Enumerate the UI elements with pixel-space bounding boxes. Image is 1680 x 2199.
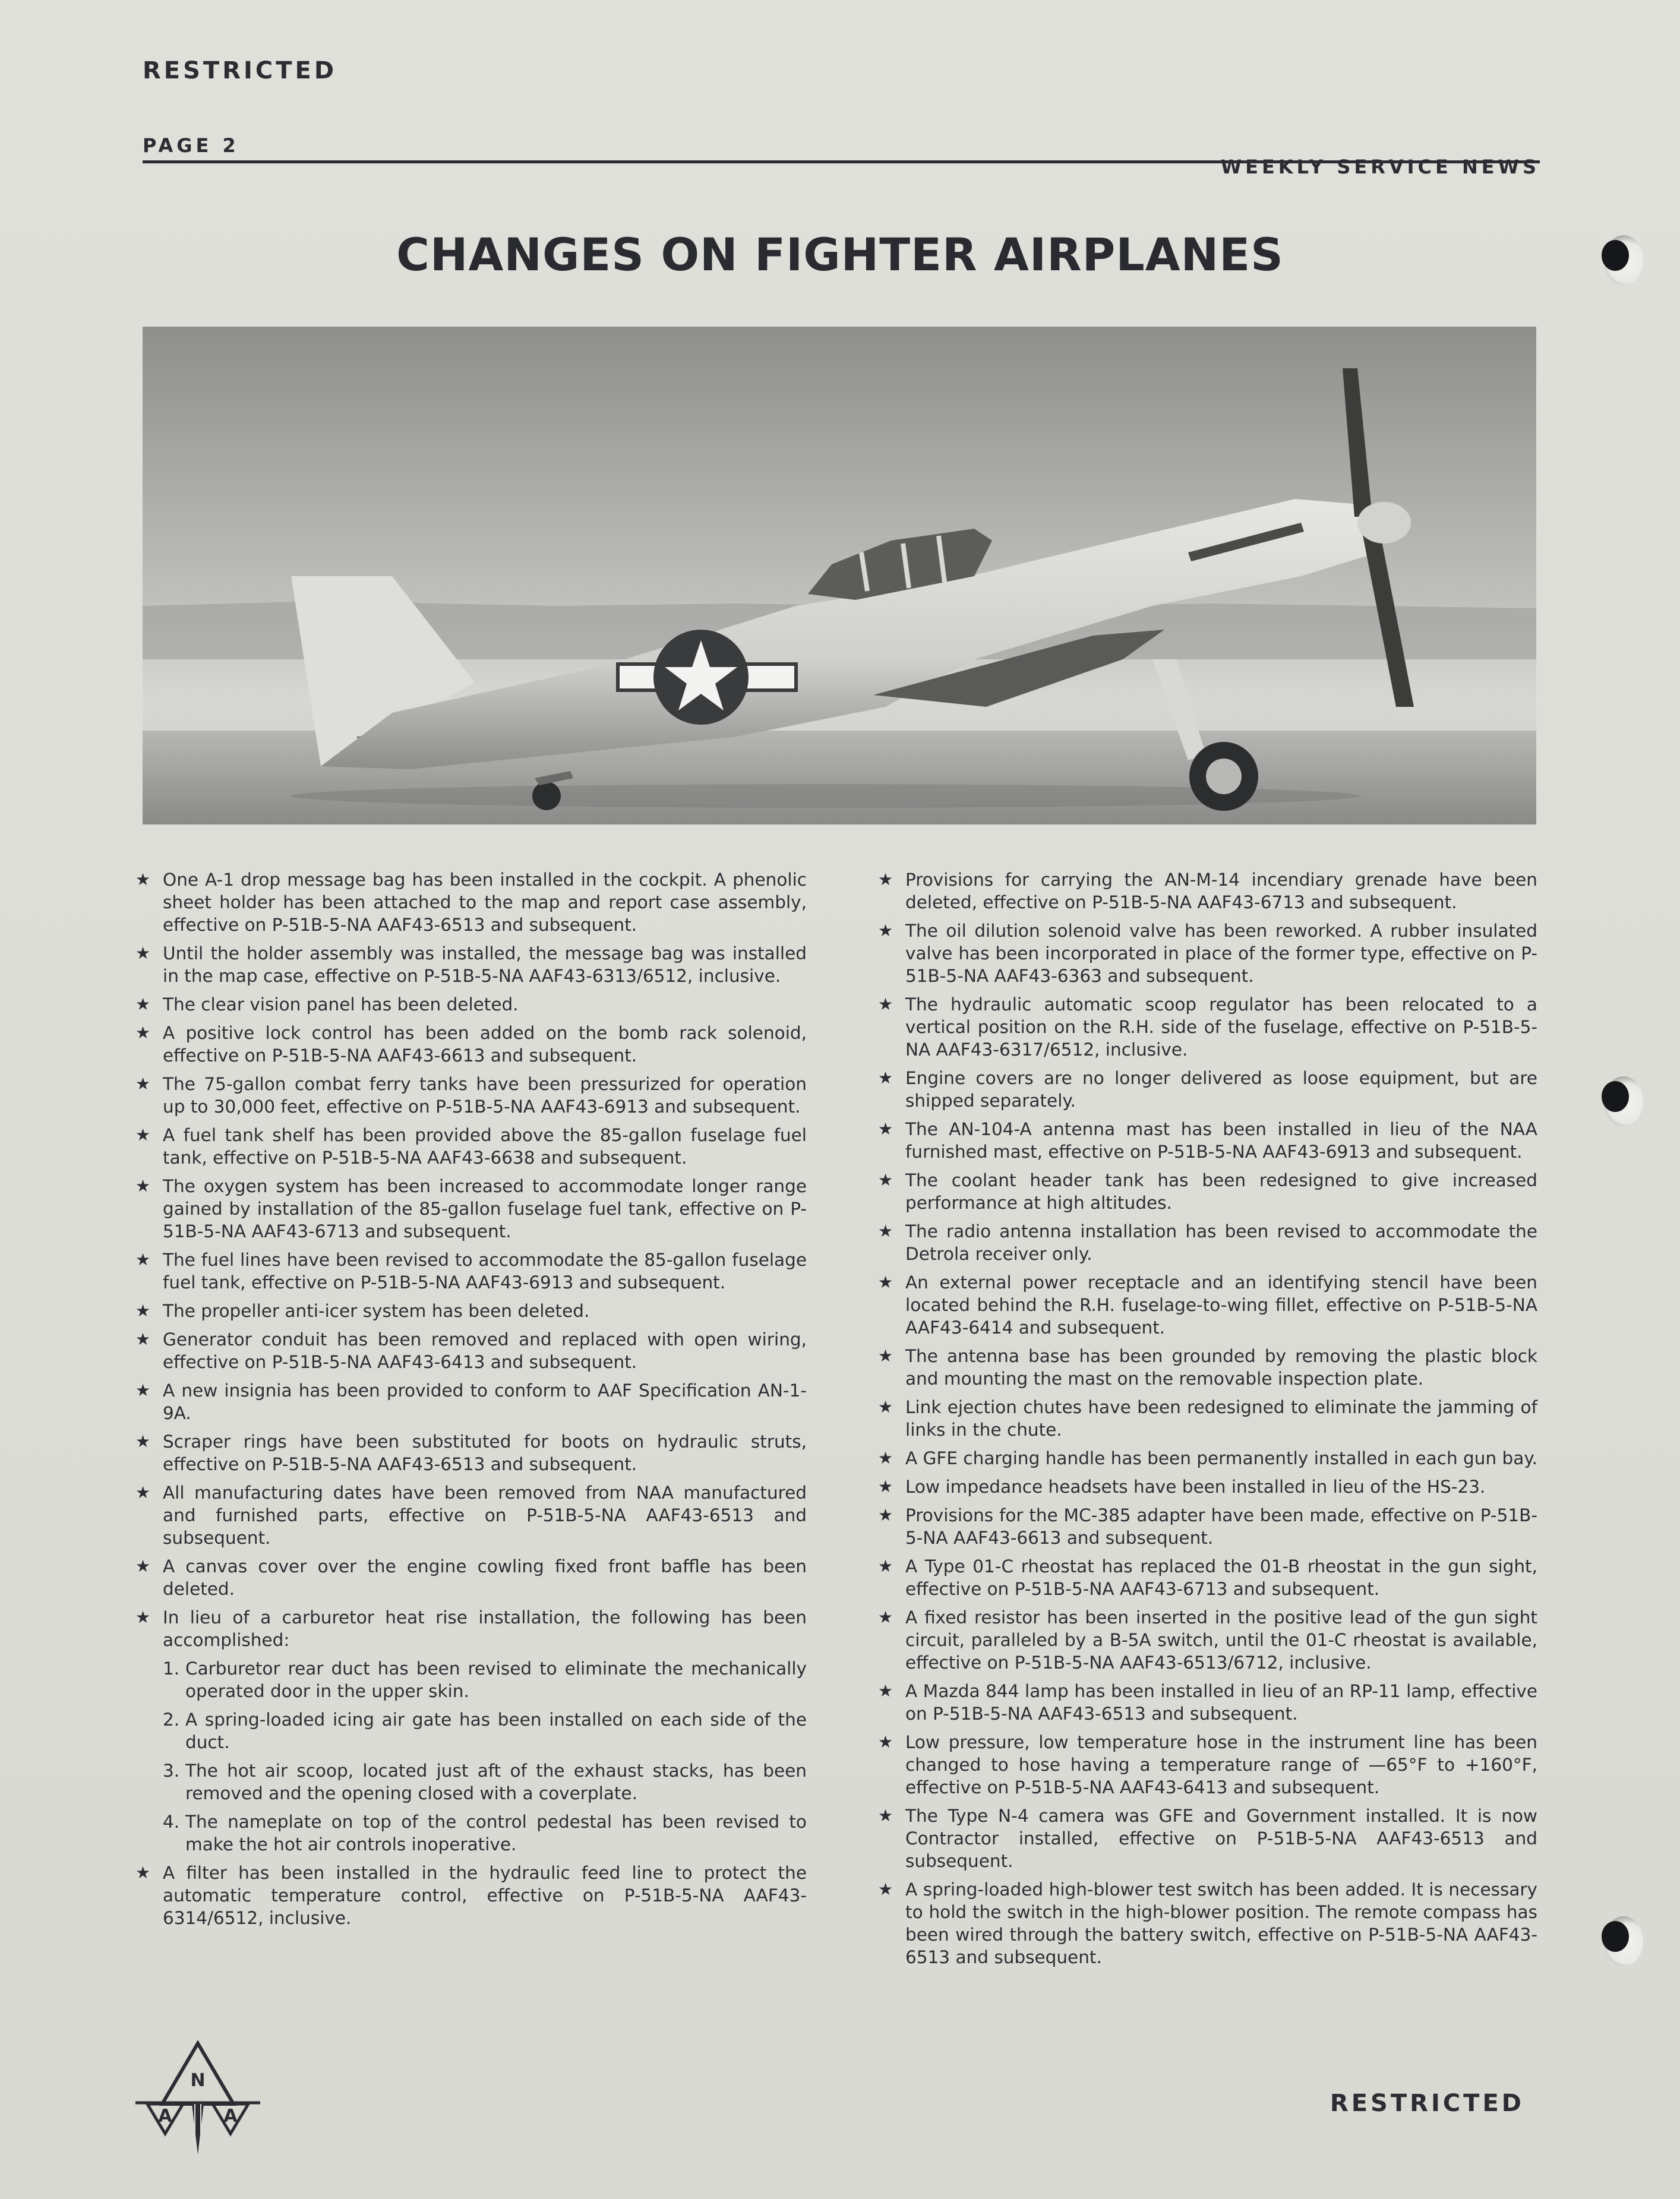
- header-classification: RESTRICTED: [143, 57, 337, 84]
- star-bullet-icon: ★: [135, 1607, 151, 1627]
- list-item: [878, 1805, 1537, 1872]
- binder-hole-middle: [1604, 1076, 1643, 1126]
- logo-letter-n: N: [190, 2070, 206, 2091]
- left-column: [135, 868, 807, 1935]
- list-item: [135, 1481, 807, 1549]
- item-text: The fuel lines have been revised to accommodate the 85-gallon fuselage fuel tank, effective on P-51B-5-NA AAF43-6913 and subsequent.: [163, 1250, 807, 1293]
- item-text: A canvas cover over the engine cowling fixed front baffle has been deleted.: [163, 1556, 807, 1599]
- star-bullet-icon: ★: [135, 1023, 151, 1042]
- sub-item-text: The hot air scoop, located just aft of the exhaust stacks, has been removed and the opening closed with a coverplate.: [185, 1761, 807, 1803]
- star-bullet-icon: ★: [878, 1272, 893, 1292]
- star-bullet-icon: ★: [135, 943, 151, 963]
- item-text: The coolant header tank has been redesigned to give increased performance at high altitudes.: [905, 1170, 1537, 1213]
- list-item: [878, 1504, 1537, 1549]
- item-text: A filter has been installed in the hydraulic feed line to protect the automatic temperature control, effective on P-51B-5-NA AAF43-6314/6512, inclusive.: [163, 1863, 807, 1928]
- item-text: Scraper rings have been substituted for boots on hydraulic struts, effective on P-51B-5-NA AAF43-6513 and subsequent.: [163, 1432, 807, 1474]
- item-text: One A-1 drop message bag has been installed in the cockpit. A phenolic sheet holder has been attached to the map and report case assembly, effective on P-51B-5-NA AAF43-6513 and subsequent.: [163, 870, 807, 935]
- item-text: In lieu of a carburetor heat rise installation, the following has been accomplished:: [163, 1607, 807, 1650]
- list-item: [135, 1022, 807, 1067]
- star-bullet-icon: ★: [878, 1346, 893, 1366]
- publication-name: WEEKLY SERVICE NEWS: [1220, 156, 1540, 178]
- star-bullet-icon: ★: [878, 1477, 893, 1496]
- star-bullet-icon: ★: [878, 1556, 893, 1576]
- star-bullet-icon: ★: [878, 1806, 893, 1825]
- list-item: [878, 1878, 1537, 1969]
- item-text: The propeller anti-icer system has been deleted.: [163, 1301, 590, 1321]
- naa-logo: [135, 2039, 260, 2157]
- list-item: [135, 1328, 807, 1373]
- item-text: Until the holder assembly was installed, the message bag was installed in the map case, effective on P-51B-5-NA AAF43-6313/6512, inclusive.: [163, 943, 807, 986]
- star-bullet-icon: ★: [135, 1125, 151, 1145]
- star-bullet-icon: ★: [135, 1301, 151, 1320]
- airplane-photo: [143, 327, 1536, 824]
- sub-item-text: Carburetor rear duct has been revised to eliminate the mechanically operated door in the upper skin.: [185, 1658, 807, 1701]
- sub-list-item: [135, 1759, 807, 1805]
- star-bullet-icon: ★: [878, 994, 893, 1014]
- item-text: A GFE charging handle has been permanently installed in each gun bay.: [905, 1448, 1537, 1468]
- item-text: Link ejection chutes have been redesigned to eliminate the jamming of links in the chute.: [905, 1397, 1537, 1440]
- item-text: A spring-loaded high-blower test switch has been added. It is necessary to hold the switch in the high-blower position. The remote compass has been wired through the battery switch, effective on P-51B-5-NA AAF43-6513 and subsequent.: [905, 1879, 1537, 1967]
- item-text: The hydraulic automatic scoop regulator has been relocated to a vertical position on the R.H. side of the fuselage, effective on P-51B-5-NA AAF43-6317/6512, inclusive.: [905, 994, 1537, 1060]
- item-text: Low pressure, low temperature hose in the instrument line has been changed to hose having a temperature range of —65°F to +160°F, effective on P-51B-5-NA AAF43-6413 and subsequent.: [905, 1732, 1537, 1797]
- item-text: Engine covers are no longer delivered as loose equipment, but are shipped separately.: [905, 1068, 1537, 1111]
- binder-hole-bottom: [1604, 1916, 1643, 1966]
- sub-list-item: [135, 1708, 807, 1753]
- star-bullet-icon: ★: [878, 1397, 893, 1417]
- list-item: [135, 1073, 807, 1118]
- page-number: PAGE 2: [143, 134, 239, 157]
- left-change-list: [135, 868, 807, 1651]
- star-bullet-icon: ★: [135, 1556, 151, 1576]
- list-item: [878, 1067, 1537, 1112]
- star-bullet-icon: ★: [135, 1863, 151, 1882]
- item-text: Provisions for the MC-385 adapter have been made, effective on P-51B-5-NA AAF43-6613 and subsequent.: [905, 1505, 1537, 1548]
- sub-item-number: 4.: [163, 1812, 180, 1832]
- star-bullet-icon: ★: [878, 1681, 893, 1701]
- star-bullet-icon: ★: [878, 1170, 893, 1190]
- list-item: [878, 1731, 1537, 1799]
- list-item: [135, 868, 807, 936]
- right-change-list: [878, 868, 1537, 1969]
- star-bullet-icon: ★: [878, 1505, 893, 1525]
- list-item: [878, 1271, 1537, 1339]
- item-text: The 75-gallon combat ferry tanks have been pressurized for operation up to 30,000 feet, effective on P-51B-5-NA AAF43-6913 and subsequent.: [163, 1074, 807, 1117]
- list-item: [135, 942, 807, 987]
- item-text: The Type N-4 camera was GFE and Government installed. It is now Contractor installed, effective on P-51B-5-NA AAF43-6513 and subsequent.: [905, 1806, 1537, 1871]
- item-text: A Mazda 844 lamp has been installed in lieu of an RP-11 lamp, effective on P-51B-5-NA AAF43-6513 and subsequent.: [905, 1681, 1537, 1724]
- list-item: [135, 1606, 807, 1651]
- list-item: [878, 868, 1537, 914]
- list-item: [878, 1606, 1537, 1674]
- star-bullet-icon: ★: [878, 921, 893, 940]
- logo-letter-a-right: A: [223, 2106, 238, 2127]
- list-item: [878, 1476, 1537, 1498]
- item-text: A positive lock control has been added on the bomb rack solenoid, effective on P-51B-5-NA AAF43-6613 and subsequent.: [163, 1023, 807, 1066]
- star-bullet-icon: ★: [878, 1068, 893, 1088]
- star-bullet-icon: ★: [878, 1221, 893, 1241]
- item-text: Provisions for carrying the AN-M-14 incendiary grenade have been deleted, effective on P-51B-5-NA AAF43-6713 and subsequent.: [905, 870, 1537, 912]
- list-item: [878, 993, 1537, 1061]
- list-item: [878, 1169, 1537, 1214]
- list-item: [135, 1862, 807, 1929]
- item-text: Generator conduit has been removed and replaced with open wiring, effective on P-51B-5-NA AAF43-6413 and subsequent.: [163, 1329, 807, 1372]
- list-item: [135, 1300, 807, 1322]
- star-bullet-icon: ★: [135, 1380, 151, 1400]
- carburetor-sub-list: [135, 1657, 807, 1856]
- sub-item-number: 2.: [163, 1710, 180, 1730]
- item-text: All manufacturing dates have been removed from NAA manufactured and furnished parts, effective on P-51B-5-NA AAF43-6513 and subsequent.: [163, 1483, 807, 1548]
- sub-item-text: A spring-loaded icing air gate has been installed on each side of the duct.: [185, 1710, 807, 1752]
- list-item: [135, 993, 807, 1016]
- list-item: [135, 1175, 807, 1243]
- list-item: [878, 1447, 1537, 1470]
- right-column: [878, 868, 1537, 1974]
- star-bullet-icon: ★: [135, 1250, 151, 1269]
- star-bullet-icon: ★: [878, 1448, 893, 1468]
- sub-item-text: The nameplate on top of the control pedestal has been revised to make the hot air controls inoperative.: [185, 1812, 807, 1854]
- sub-list-item: [135, 1811, 807, 1856]
- star-bullet-icon: ★: [878, 1119, 893, 1139]
- sub-item-number: 3.: [163, 1761, 180, 1781]
- list-item: [878, 1118, 1537, 1163]
- star-bullet-icon: ★: [878, 1732, 893, 1752]
- p51-mustang-image: [143, 327, 1536, 824]
- list-item: [878, 920, 1537, 987]
- item-text: An external power receptacle and an identifying stencil have been located behind the R.H. fuselage-to-wing fillet, effective on P-51B-5-NA AAF43-6414 and subsequent.: [905, 1272, 1537, 1338]
- logo-letter-a-left: A: [158, 2106, 172, 2127]
- star-bullet-icon: ★: [135, 1074, 151, 1094]
- item-text: A Type 01-C rheostat has replaced the 01-B rheostat in the gun sight, effective on P-51B-5-NA AAF43-6713 and subsequent.: [905, 1556, 1537, 1599]
- star-bullet-icon: ★: [878, 1879, 893, 1899]
- item-text: The radio antenna installation has been revised to accommodate the Detrola receiver only.: [905, 1221, 1537, 1264]
- list-item: [135, 1249, 807, 1294]
- list-item: [135, 1124, 807, 1169]
- list-item: [878, 1680, 1537, 1725]
- list-item: [878, 1396, 1537, 1441]
- item-text: The oxygen system has been increased to accommodate longer range gained by installation of the 85-gallon fuselage fuel tank, effective on P-51B-5-NA AAF43-6713 and subsequent.: [163, 1176, 807, 1241]
- page-title: CHANGES ON FIGHTER AIRPLANES: [396, 228, 1284, 281]
- star-bullet-icon: ★: [878, 1607, 893, 1627]
- star-bullet-icon: ★: [135, 994, 151, 1014]
- item-text: The antenna base has been grounded by removing the plastic block and mounting the mast on the removable inspection plate.: [905, 1346, 1537, 1389]
- star-bullet-icon: ★: [135, 870, 151, 889]
- list-item: [878, 1220, 1537, 1265]
- binder-hole-top: [1604, 235, 1643, 285]
- star-bullet-icon: ★: [135, 1432, 151, 1451]
- item-text: A fixed resistor has been inserted in the positive lead of the gun sight circuit, paralleled by a B-5A switch, until the 01-C rheostat is available, effective on P-51B-5-NA AAF43-6513/6712, inclusive.: [905, 1607, 1537, 1673]
- item-text: The oil dilution solenoid valve has been reworked. A rubber insulated valve has been incorporated in place of the former type, effective on P-51B-5-NA AAF43-6363 and subsequent.: [905, 921, 1537, 986]
- list-item: [878, 1345, 1537, 1390]
- item-text: The clear vision panel has been deleted.: [163, 994, 519, 1015]
- star-bullet-icon: ★: [135, 1329, 151, 1349]
- list-item: [135, 1379, 807, 1424]
- list-item: [135, 1430, 807, 1476]
- list-item: [135, 1555, 807, 1600]
- sub-item-number: 1.: [163, 1658, 180, 1679]
- star-bullet-icon: ★: [135, 1176, 151, 1196]
- item-text: Low impedance headsets have been installed in lieu of the HS-23.: [905, 1477, 1486, 1497]
- item-text: A fuel tank shelf has been provided above the 85-gallon fuselage fuel tank, effective on P-51B-5-NA AAF43-6638 and subsequent.: [163, 1125, 807, 1168]
- star-bullet-icon: ★: [878, 870, 893, 889]
- item-text: A new insignia has been provided to conform to AAF Specification AN-1-9A.: [163, 1380, 807, 1423]
- star-bullet-icon: ★: [135, 1483, 151, 1502]
- item-text: The AN-104-A antenna mast has been installed in lieu of the NAA furnished mast, effective on P-51B-5-NA AAF43-6913 and subsequent.: [905, 1119, 1537, 1162]
- list-item: [878, 1555, 1537, 1600]
- sub-list-item: [135, 1657, 807, 1702]
- footer-classification: RESTRICTED: [1330, 2090, 1524, 2117]
